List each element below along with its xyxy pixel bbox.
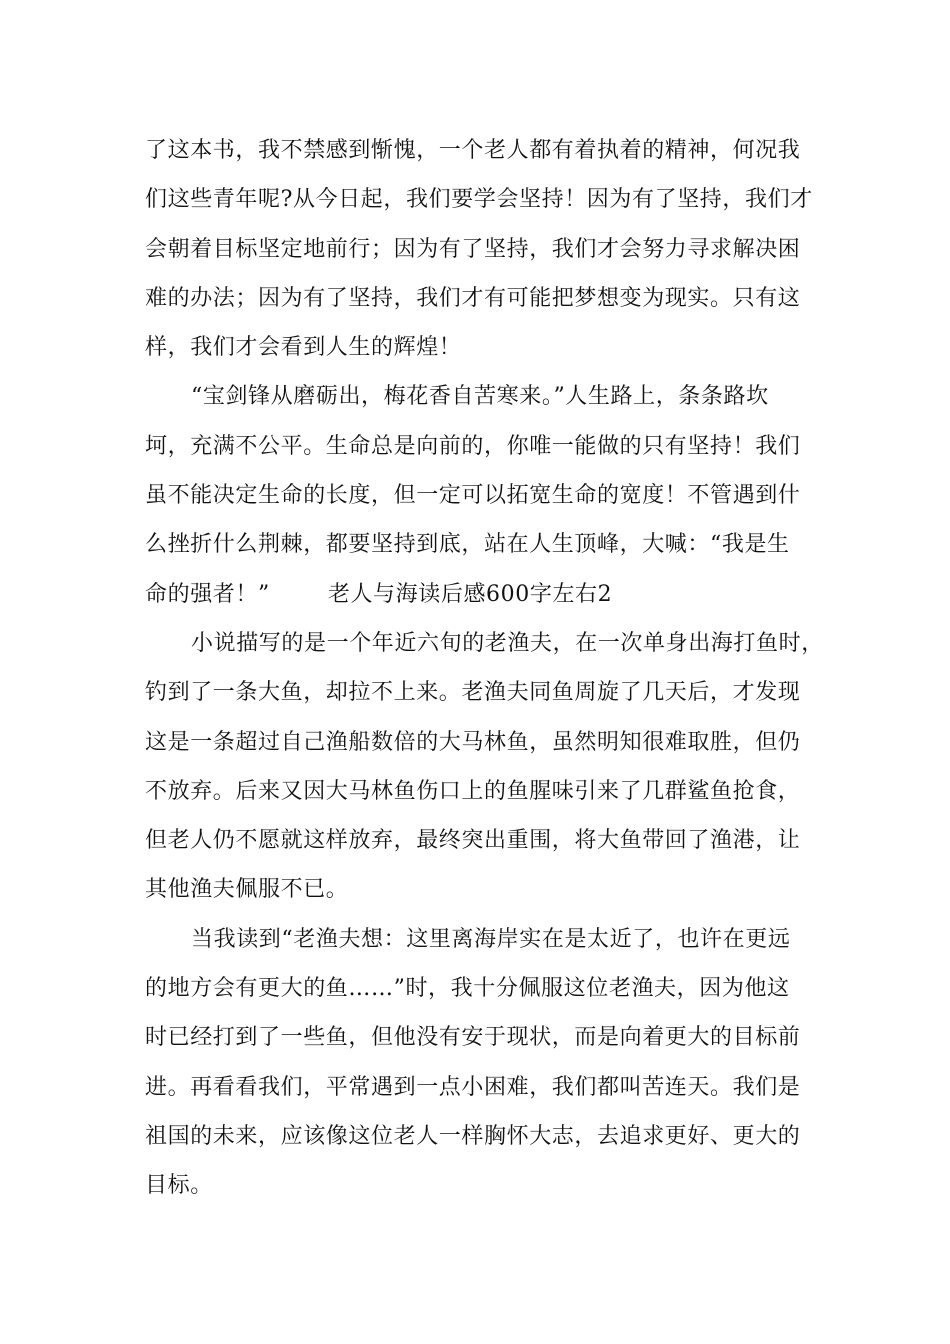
line-text: 么挫折什么荆棘，都要坚持到底，站在人生顶峰，大喊：“我是生 bbox=[145, 532, 790, 558]
line-text: 钓到了一条大鱼，却拉不上来。老渔夫同鱼周旋了几天后，才发现 bbox=[145, 680, 801, 706]
line-text: 难的办法；因为有了坚持，我们才有可能把梦想变为现实。只有这 bbox=[145, 285, 801, 311]
paragraph-first-line bbox=[145, 915, 825, 964]
line-text: 祖国的未来，应该像这位老人一样胸怀大志，去追求更好、更大的 bbox=[145, 1123, 801, 1149]
text-line bbox=[145, 126, 825, 175]
line-text: “宝剑锋从磨砺出，梅花香自苦寒来。”人生路上，条条路坎 bbox=[191, 384, 769, 410]
text-line bbox=[145, 422, 825, 471]
section-heading: 老人与海读后感600字左右2 bbox=[327, 581, 613, 607]
text-line bbox=[145, 816, 825, 865]
line-text: 命的强者！” bbox=[145, 581, 270, 607]
text-line bbox=[145, 1161, 825, 1210]
text-line bbox=[145, 865, 825, 914]
line-text: 会朝着目标坚定地前行；因为有了坚持，我们才会努力寻求解决困 bbox=[145, 236, 801, 262]
text-line bbox=[145, 668, 825, 717]
line-text: 但老人仍不愿就这样放弃，最终突出重围，将大鱼带回了渔港，让 bbox=[145, 828, 801, 854]
line-text: 不放弃。后来又因大马林鱼伤口上的鱼腥味引来了几群鲨鱼抢食， bbox=[145, 778, 801, 804]
line-text: 当我读到“老渔夫想：这里离海岸实在是太近了，也许在更远 bbox=[191, 926, 791, 952]
line-text: 目标。 bbox=[145, 1173, 213, 1199]
text-line bbox=[145, 471, 825, 520]
line-text: 虽不能决定生命的长度，但一定可以拓宽生命的宽度！不管遇到什 bbox=[145, 483, 801, 509]
text-line bbox=[145, 718, 825, 767]
line-text: 小说描写的是一个年近六旬的老渔夫，在一次单身出海打鱼时， bbox=[191, 630, 824, 656]
text-line bbox=[145, 1013, 825, 1062]
line-text: 们这些青年呢?从今日起，我们要学会坚持！因为有了坚持，我们才 bbox=[145, 187, 813, 213]
line-text: 这是一条超过自己渔船数倍的大马林鱼，虽然明知很难取胜，但仍 bbox=[145, 729, 801, 755]
text-line bbox=[145, 225, 825, 274]
line-text: 坷，充满不公平。生命总是向前的，你唯一能做的只有坚持！我们 bbox=[145, 433, 801, 459]
paragraph-first-line bbox=[145, 619, 825, 668]
line-text: 时已经打到了一些鱼，但他没有安于现状，而是向着更大的目标前 bbox=[145, 1025, 801, 1051]
text-line bbox=[145, 520, 825, 569]
text-line bbox=[145, 964, 825, 1013]
text-line bbox=[145, 767, 825, 816]
text-line bbox=[145, 274, 825, 323]
line-text: 进。再看看我们，平常遇到一点小困难，我们都叫苦连天。我们是 bbox=[145, 1074, 801, 1100]
line-text: 其他渔夫佩服不已。 bbox=[145, 877, 349, 903]
line-text: 样，我们才会看到人生的辉煌！ bbox=[145, 335, 462, 361]
text-line bbox=[145, 323, 825, 372]
line-text: 了这本书，我不禁感到惭愧，一个老人都有着执着的精神，何况我 bbox=[145, 138, 801, 163]
text-line bbox=[145, 1112, 825, 1161]
essay-body bbox=[145, 126, 825, 1211]
paragraph-first-line bbox=[145, 372, 825, 421]
text-line bbox=[145, 1063, 825, 1112]
line-text: 的地方会有更大的鱼……”时，我十分佩服这位老渔夫，因为他这 bbox=[145, 976, 790, 1002]
text-line bbox=[145, 175, 825, 224]
text-line bbox=[145, 570, 825, 619]
